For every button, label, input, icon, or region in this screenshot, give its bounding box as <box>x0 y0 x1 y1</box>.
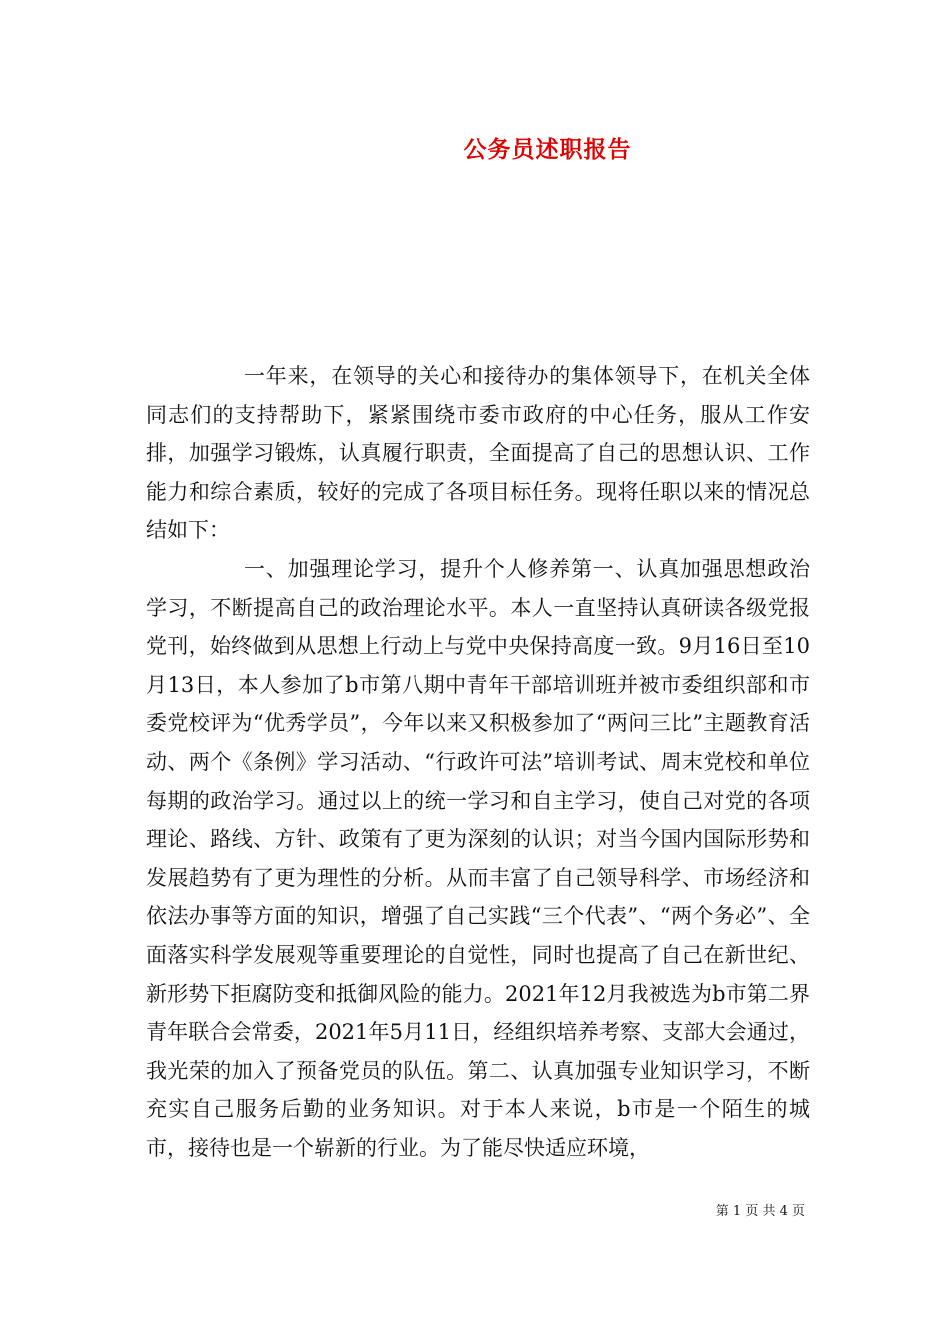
page-footer: 第 1 页 共 4 页 <box>715 1204 805 1219</box>
paragraph-section-one: 一、加强理论学习，提升个人修养第一、认真加强思想政治学习，不断提高自己的政治理论水平。本人一直坚持认真研读各级党报党刊，始终做到从思想上行动上与党中央保持高度一致。9月16日至10月13日，本人参加了b市第八期中青年干部培训班并被市委组织部和市委党校评为“优秀学员”，今年以来又积极参加了“两问三比”主题教育活动、两个《条例》学习活动、“行政许可法”培训考试、周末党校和单位每期的政治学习。通过以上的统一学习和自主学习，使自己对党的各项理论、路线、方针、政策有了更为深刻的认识；对当今国内国际形势和发展趋势有了更为理性的分析。从而丰富了自己领导科学、市场经济和依法办事等方面的知识，增强了自己实践“三个代表”、“两个务必”、全面落实科学发展观等重要理论的自觉性，同时也提高了自己在新世纪、新形势下拒腐防变和抵御风险的能力。2021年12月我被选为b市第二界青年联合会常委，2021年5月11日，经组织培养考察、支部大会通过，我光荣的加入了预备党员的队伍。第二、认真加强专业知识学习，不断充实自己服务后勤的业务知识。对于本人来说，b市是一个陌生的城市，接待也是一个崭新的行业。为了能尽快适应环境， <box>146 556 810 1160</box>
paragraph-intro: 一年来，在领导的关心和接待办的集体领导下，在机关全体同志们的支持帮助下，紧紧围绕市委市政府的中心任务，服从工作安排，加强学习锻炼，认真履行职责，全面提高了自己的思想认识、工作能力和综合素质，较好的完成了各项目标任务。现将任职以来的情况总结如下： <box>146 364 810 543</box>
document-body <box>146 357 810 1167</box>
page-title: 公务员述职报告 <box>463 136 632 163</box>
